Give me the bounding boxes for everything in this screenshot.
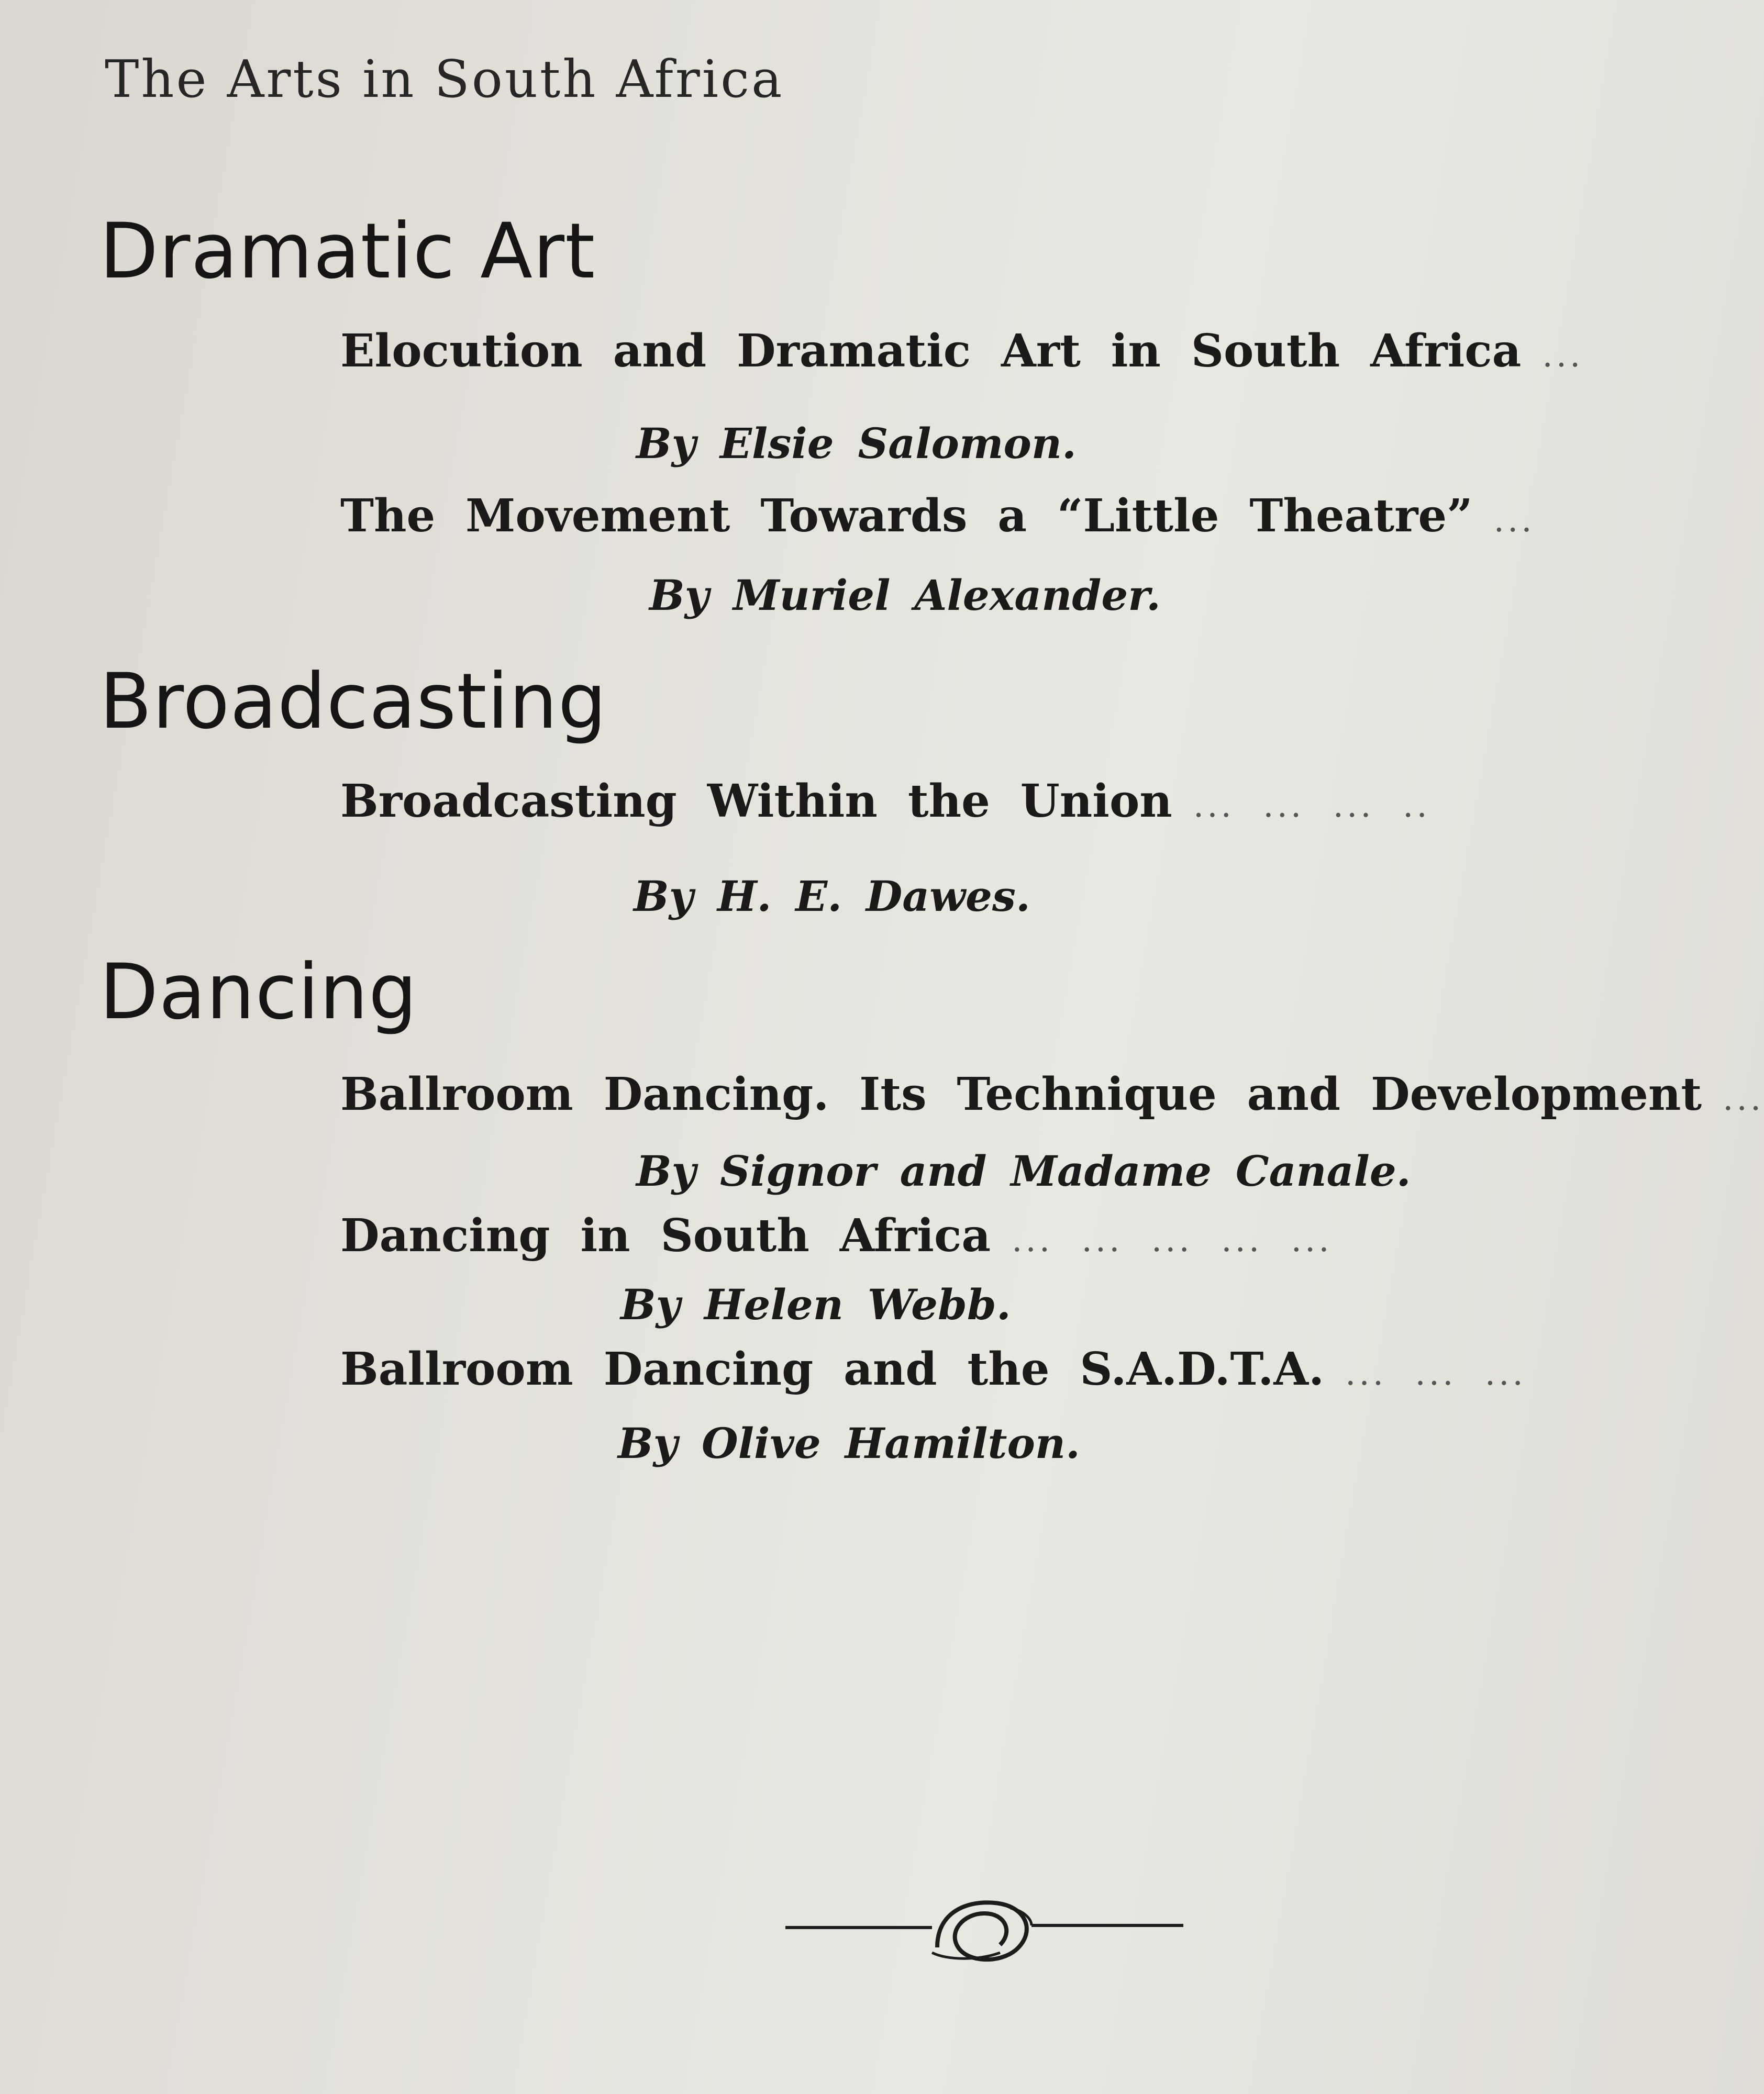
entry-title: Ballroom Dancing and the S.A.D.T.A. (340, 1343, 1325, 1396)
flourish-ornament-icon (780, 1890, 1189, 1968)
dot-leader: ... ... ... .. (1193, 786, 1430, 825)
section-title-dramatic-art: Dramatic Art (99, 207, 596, 296)
entry-title: Ballroom Dancing. Its Technique and Development (340, 1068, 1702, 1121)
entry-author: By Muriel Alexander. (649, 571, 1161, 620)
entry-title: The Movement Towards a “Little Theatre” (340, 489, 1473, 542)
dot-leader: ... (1542, 336, 1584, 375)
section-title-dancing: Dancing (99, 948, 418, 1037)
entry-author: By Signor and Madame Canale. (636, 1146, 1411, 1196)
entry-title: Broadcasting Within the Union (340, 775, 1172, 828)
entry-author: By H. E. Dawes. (634, 872, 1030, 921)
entry-author: By Helen Webb. (620, 1280, 1011, 1329)
section-title-broadcasting: Broadcasting (99, 657, 607, 746)
toc-entry (340, 1209, 1333, 1262)
toc-entry (340, 775, 1430, 828)
dot-leader: ... ... ... (1345, 1354, 1526, 1393)
dot-leader: ... ... ... ... ... (1012, 1221, 1333, 1260)
toc-entry (340, 325, 1583, 377)
dot-leader: ... (1723, 1079, 1764, 1118)
toc-entry (340, 489, 1535, 542)
dot-leader: ... (1493, 501, 1535, 540)
toc-entry (340, 1068, 1764, 1121)
entry-author: By Elsie Salomon. (636, 419, 1077, 468)
toc-entry (340, 1343, 1526, 1396)
running-head: The Arts in South Africa (105, 50, 784, 109)
entry-title: Dancing in South Africa (340, 1209, 991, 1262)
entry-title: Elocution and Dramatic Art in South Africa (340, 325, 1522, 377)
entry-author: By Olive Hamilton. (618, 1419, 1080, 1468)
